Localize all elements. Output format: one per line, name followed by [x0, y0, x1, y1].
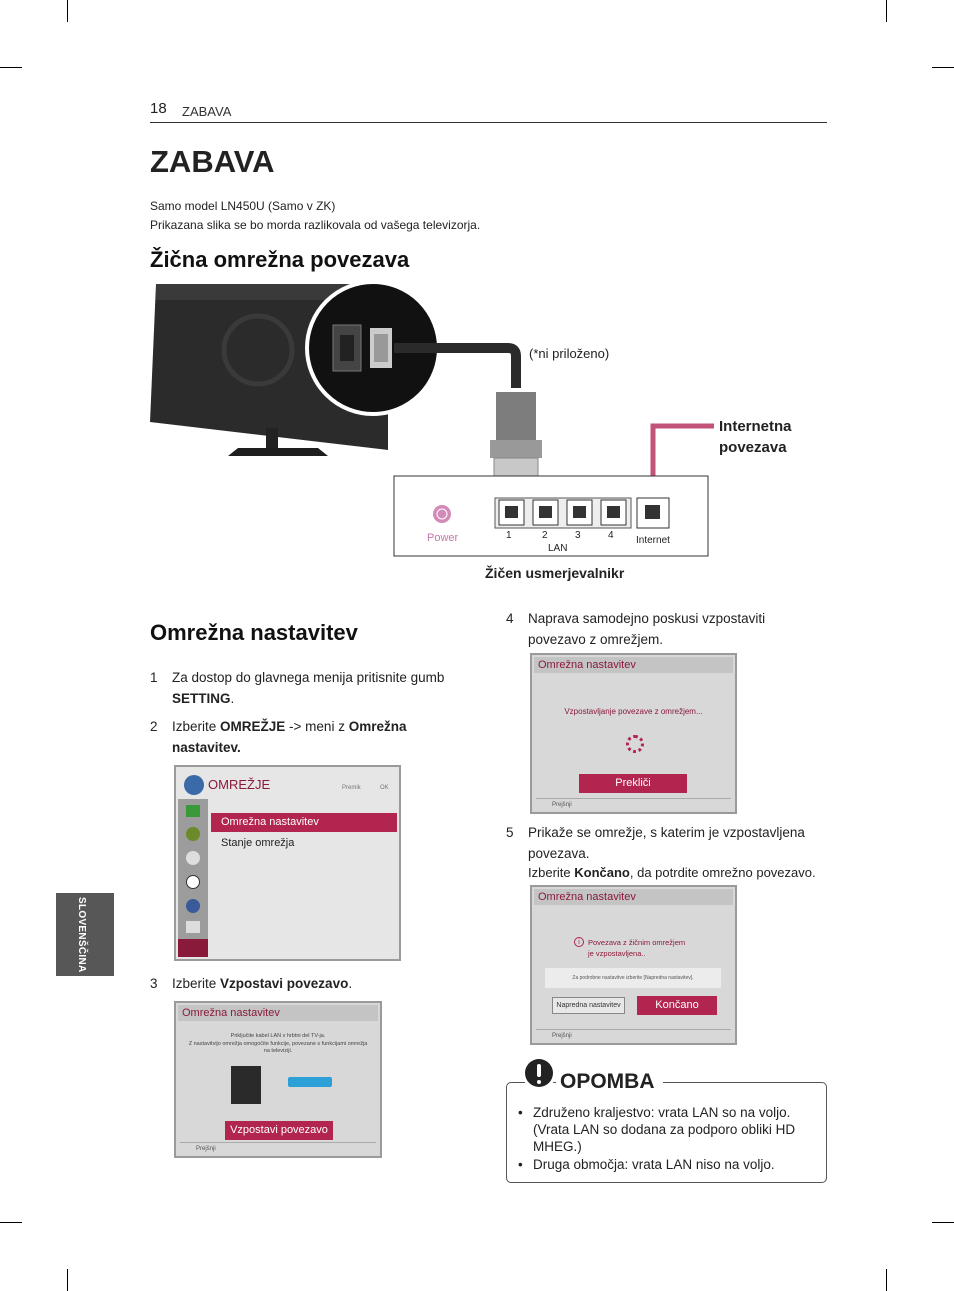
note-item-1-line-2: (Vrata LAN so dodana za podporo obliki HD: [533, 1122, 796, 1137]
cable-note: (*ni priloženo): [529, 346, 610, 361]
internet-label-2: povezava: [719, 439, 787, 456]
hint-ok: OK: [380, 785, 389, 791]
cancel-button[interactable]: Prekliči: [579, 774, 687, 793]
back-hint[interactable]: Prejšnji: [536, 1029, 731, 1039]
model-note: Samo model LN450U (Samo v ZK): [150, 199, 336, 213]
info-icon: i: [574, 937, 584, 947]
note-item-1-line-3: MHEG.): [533, 1139, 582, 1154]
crop-mark: [0, 67, 22, 68]
lan-label: LAN: [548, 543, 568, 554]
clock-icon[interactable]: [186, 875, 200, 889]
bullet-dot: •: [518, 1105, 523, 1120]
step-4: 4 Naprava samodejno poskusi vzpostaviti povezavo z omrežjem.: [506, 611, 766, 647]
crop-mark: [886, 0, 887, 22]
connecting-message: Vzpostavljanje povezave z omrežjem...: [564, 707, 703, 716]
instruction-line-3: na televiziji.: [263, 1048, 293, 1054]
page-title: ZABAVA: [150, 144, 275, 179]
step-5: 5 Prikaže se omrežje, s katerim je vzpostavljena povezava. Izberite Končano, da potrdite omrežno povezavo.: [506, 825, 816, 880]
globe-icon: [184, 775, 204, 795]
router-caption: Žičen usmerjevalnikr: [485, 565, 625, 581]
menu-item-network-setting[interactable]: Omrežna nastavitev: [211, 813, 397, 832]
back-hint[interactable]: Prejšnji: [536, 798, 731, 808]
setup-heading: Omrežna nastavitev: [150, 620, 358, 645]
internet-label-1: Internetna: [719, 418, 792, 435]
page-number: 18: [150, 100, 167, 117]
step-3: 3 Izberite Vzpostavi povezavo.: [150, 976, 353, 991]
wired-heading: Žična omrežna povezava: [150, 247, 410, 272]
power-label: Power: [427, 532, 459, 544]
connect-button[interactable]: Vzpostavi povezavo: [225, 1121, 333, 1140]
lan-port-4: 4: [608, 530, 614, 541]
done-button[interactable]: Končano: [637, 996, 717, 1015]
note-item-2: Druga območja: vrata LAN niso na voljo.: [533, 1157, 775, 1172]
instruction-line-1: Priključite kabel LAN v hrbtni del TV-ja.: [230, 1033, 326, 1039]
language-tab: SLOVENŠČINA: [56, 893, 114, 976]
lock-icon[interactable]: [186, 899, 200, 913]
network-menu-screen: [174, 765, 401, 961]
bullet-dot: •: [518, 1157, 523, 1172]
crop-mark: [67, 1269, 68, 1291]
instruction-line-2: Z nastavitvijo omrežja omogočite funkcije, povezane s funkcijami omrežja: [188, 1041, 368, 1047]
lan-port-3: 3: [575, 530, 581, 541]
connecting-screen: [530, 653, 737, 814]
warning-icon: [522, 1056, 556, 1090]
advanced-settings-button[interactable]: Napredna nastavitev: [552, 997, 625, 1014]
steps-1-2: 1 Za dostop do glavnega menija pritisnite gumb SETTING. 2 Izberite OMREŽJE -> meni z Omrežna nastavitev.: [150, 670, 445, 755]
internet-port-label: Internet: [636, 535, 670, 546]
network-tab-icon[interactable]: [178, 939, 208, 957]
connected-message-1: Povezava z žičnim omrežjem: [588, 938, 686, 947]
menu-sidebar: [178, 799, 208, 957]
power-icon: [433, 505, 451, 523]
crop-mark: [932, 1222, 954, 1223]
lan-plug-icon: [288, 1077, 332, 1087]
crop-mark: [932, 67, 954, 68]
screen-title: Omrežna nastavitev: [534, 657, 733, 673]
header-rule: [150, 122, 827, 123]
audio-icon[interactable]: [186, 827, 200, 841]
image-note: Prikazana slika se bo morda razlikovala od vašega televizorja.: [150, 218, 481, 232]
picture-icon[interactable]: [186, 805, 200, 817]
tv-back-icon: [231, 1066, 261, 1104]
spinner-icon: [626, 735, 644, 753]
advanced-hint: Za podrobne nastavitve izberite [Napredna nastavitev].: [545, 968, 721, 988]
crop-mark: [67, 0, 68, 22]
crop-mark: [886, 1269, 887, 1291]
crop-mark: [0, 1222, 22, 1223]
section-name: ZABAVA: [182, 104, 232, 119]
hint-move: Premik: [342, 785, 361, 791]
screen-title: Omrežna nastavitev: [534, 889, 733, 905]
back-hint[interactable]: Prejšnji: [180, 1142, 376, 1152]
connect-screen: [174, 1001, 382, 1158]
screen-title: Omrežna nastavitev: [178, 1005, 378, 1021]
menu-title: OMREŽJE: [208, 777, 271, 792]
lan-port-1: 1: [506, 530, 512, 541]
menu-item-network-status[interactable]: Stanje omrežja: [221, 837, 295, 849]
connected-screen: [530, 885, 737, 1045]
channel-icon[interactable]: [186, 851, 200, 865]
note-title: OPOMBA: [556, 1070, 663, 1094]
note-item-1-line-1: Združeno kraljestvo: vrata LAN so na voljo.: [533, 1105, 791, 1120]
lan-plug: [490, 392, 542, 480]
connected-message-2: je vzpostavljena..: [588, 949, 646, 958]
option-icon[interactable]: [186, 921, 200, 933]
lan-port-2: 2: [542, 530, 548, 541]
